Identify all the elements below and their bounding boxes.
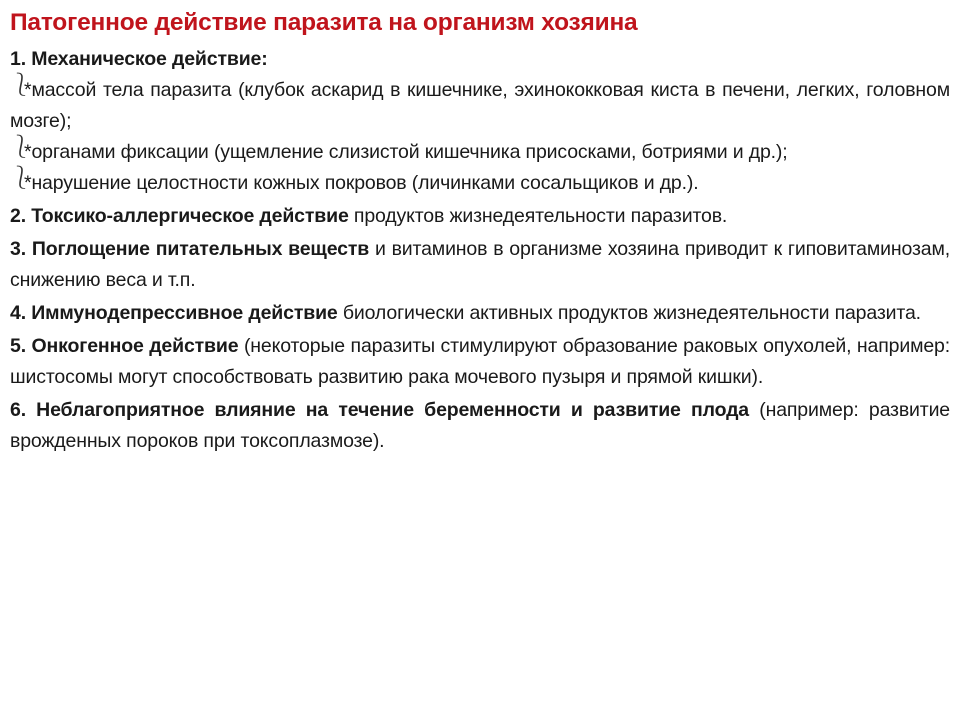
slide-content	[10, 8, 950, 457]
section-1-item-1	[10, 72, 950, 137]
section-3-text: и витаминов в организме хозяина приводит к гиповитаминозам, снижению веса и т.п.	[10, 238, 950, 291]
section-1-heading: 1. Механическое действие:	[10, 48, 268, 70]
section-5	[10, 331, 950, 393]
section-1-item-2-text: *органами фиксации (ущемление слизистой кишечника присосками, ботриями и др.);	[24, 141, 788, 163]
section-6-text: (например: развитие врожденных пороков при токсоплазмозе).	[10, 399, 951, 452]
section-5-text: (некоторые паразиты стимулируют образование раковых опухолей, например: шистосомы могут способствовать развитию рака мочевого пузыря и прямой кишки).	[10, 335, 950, 388]
section-4-bold: 4. Иммунодепрессивное действие	[10, 302, 338, 324]
section-1-item-1-text: *массой тела паразита (клубок аскарид в кишечнике, эхинококковая киста в печени, легких, головном мозге);	[10, 79, 950, 132]
bracket-bullet-icon: ⎱	[10, 165, 32, 190]
section-1-item-3-text: *нарушение целостности кожных покровов (личинками сосальщиков и др.).	[24, 172, 699, 194]
section-6-bold: 6. Неблагоприятное влияние на течение беременности и развитие плода	[10, 399, 750, 421]
section-4	[10, 298, 950, 329]
bracket-bullet-icon: ⎱	[10, 134, 32, 159]
section-1-item-2	[10, 134, 950, 168]
section-2	[10, 201, 950, 232]
slide-title: Патогенное действие паразита на организм хозяина	[10, 9, 638, 36]
section-3	[10, 234, 950, 296]
section-2-bold: 2. Токсико-аллергическое действие	[10, 205, 349, 227]
section-5-bold: 5. Онкогенное действие	[10, 335, 239, 357]
bracket-bullet-icon: ⎱	[10, 72, 32, 97]
section-3-bold: 3. Поглощение питательных веществ	[10, 238, 370, 260]
section-2-text: продуктов жизнедеятельности паразитов.	[348, 205, 728, 227]
section-1-item-3	[10, 165, 950, 199]
section-4-text: биологически активных продуктов жизнедеятельности паразита.	[337, 302, 921, 324]
section-6	[10, 395, 950, 457]
